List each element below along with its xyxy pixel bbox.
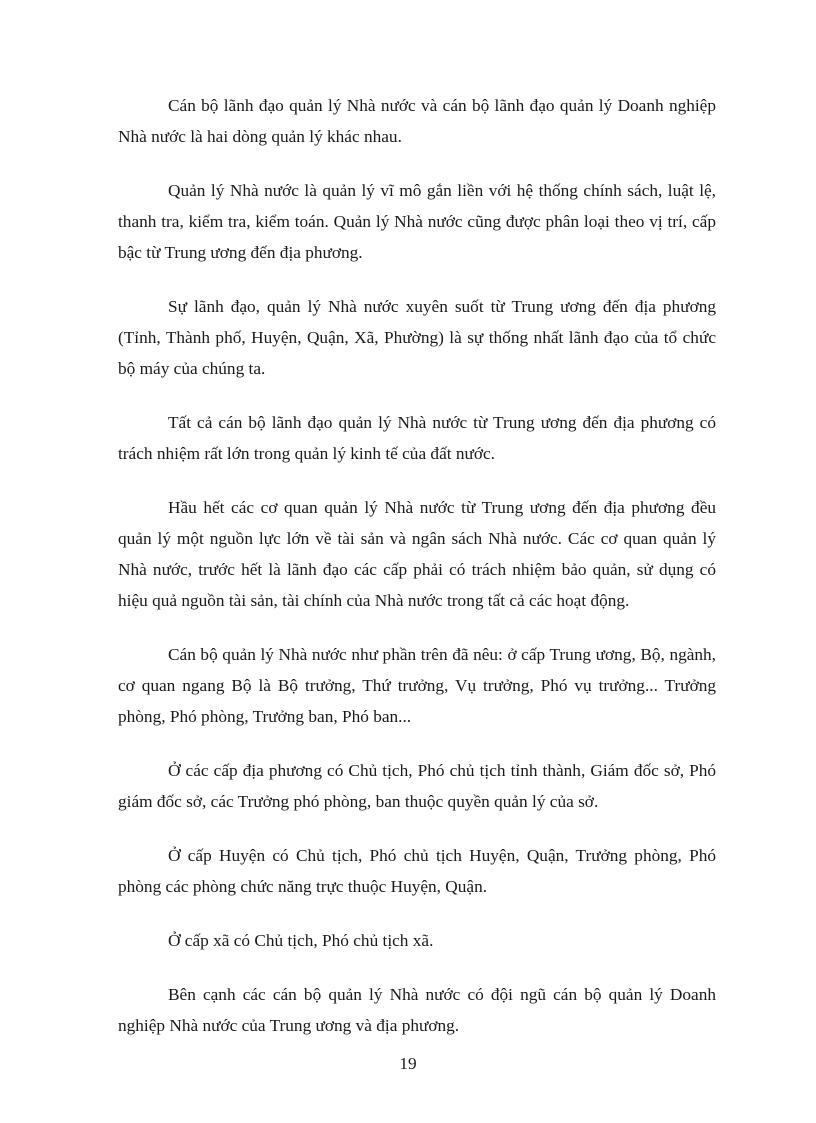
paragraph-5: Hầu hết các cơ quan quản lý Nhà nước từ Trung ương đến địa phương đều quản lý một nguồn lực lớn về tài sản và ngân sách Nhà nước. Các cơ quan quản lý Nhà nước, trước hết là lãnh đạo các cấp phải có trách nhiệm bảo quản, sử dụng có hiệu quả nguồn tài sản, tài chính của Nhà nước trong tất cả các hoạt động.: [118, 498, 716, 610]
document-body: [118, 90, 716, 1064]
page-number: 19: [399, 1054, 417, 1073]
paragraph-1: Cán bộ lãnh đạo quản lý Nhà nước và cán bộ lãnh đạo quản lý Doanh nghiệp Nhà nước là hai dòng quản lý khác nhau.: [118, 96, 716, 146]
paragraph-7: Ở các cấp địa phương có Chủ tịch, Phó chủ tịch tỉnh thành, Giám đốc sở, Phó giám đốc sở, các Trưởng phó phòng, ban thuộc quyền quản lý của sở.: [118, 761, 716, 811]
paragraph-8: Ở cấp Huyện có Chủ tịch, Phó chủ tịch Huyện, Quận, Trưởng phòng, Phó phòng các phòng chức năng trực thuộc Huyện, Quận.: [118, 846, 716, 896]
paragraph-4: Tất cả cán bộ lãnh đạo quản lý Nhà nước từ Trung ương đến địa phương có trách nhiệm rất lớn trong quản lý kinh tế của đất nước.: [118, 413, 716, 463]
paragraph-2: Quản lý Nhà nước là quản lý vĩ mô gắn liền với hệ thống chính sách, luật lệ, thanh tra, kiểm tra, kiểm toán. Quản lý Nhà nước cũng được phân loại theo vị trí, cấp bậc từ Trung ương đến địa phương.: [118, 181, 716, 262]
paragraph-10: Bên cạnh các cán bộ quản lý Nhà nước có đội ngũ cán bộ quản lý Doanh nghiệp Nhà nước của Trung ương và địa phương.: [118, 985, 716, 1035]
paragraph-6: Cán bộ quản lý Nhà nước như phần trên đã nêu: ở cấp Trung ương, Bộ, ngành, cơ quan ngang Bộ là Bộ trưởng, Thứ trưởng, Vụ trưởng, Phó vụ trưởng... Trưởng phòng, Phó phòng, Trưởng ban, Phó ban...: [118, 645, 716, 726]
paragraph-9: Ở cấp xã có Chủ tịch, Phó chủ tịch xã.: [168, 931, 434, 950]
paragraph-3: Sự lãnh đạo, quản lý Nhà nước xuyên suốt từ Trung ương đến địa phương (Tỉnh, Thành phố, Huyện, Quận, Xã, Phường) là sự thống nhất lãnh đạo của tổ chức bộ máy của chúng ta.: [118, 297, 716, 378]
